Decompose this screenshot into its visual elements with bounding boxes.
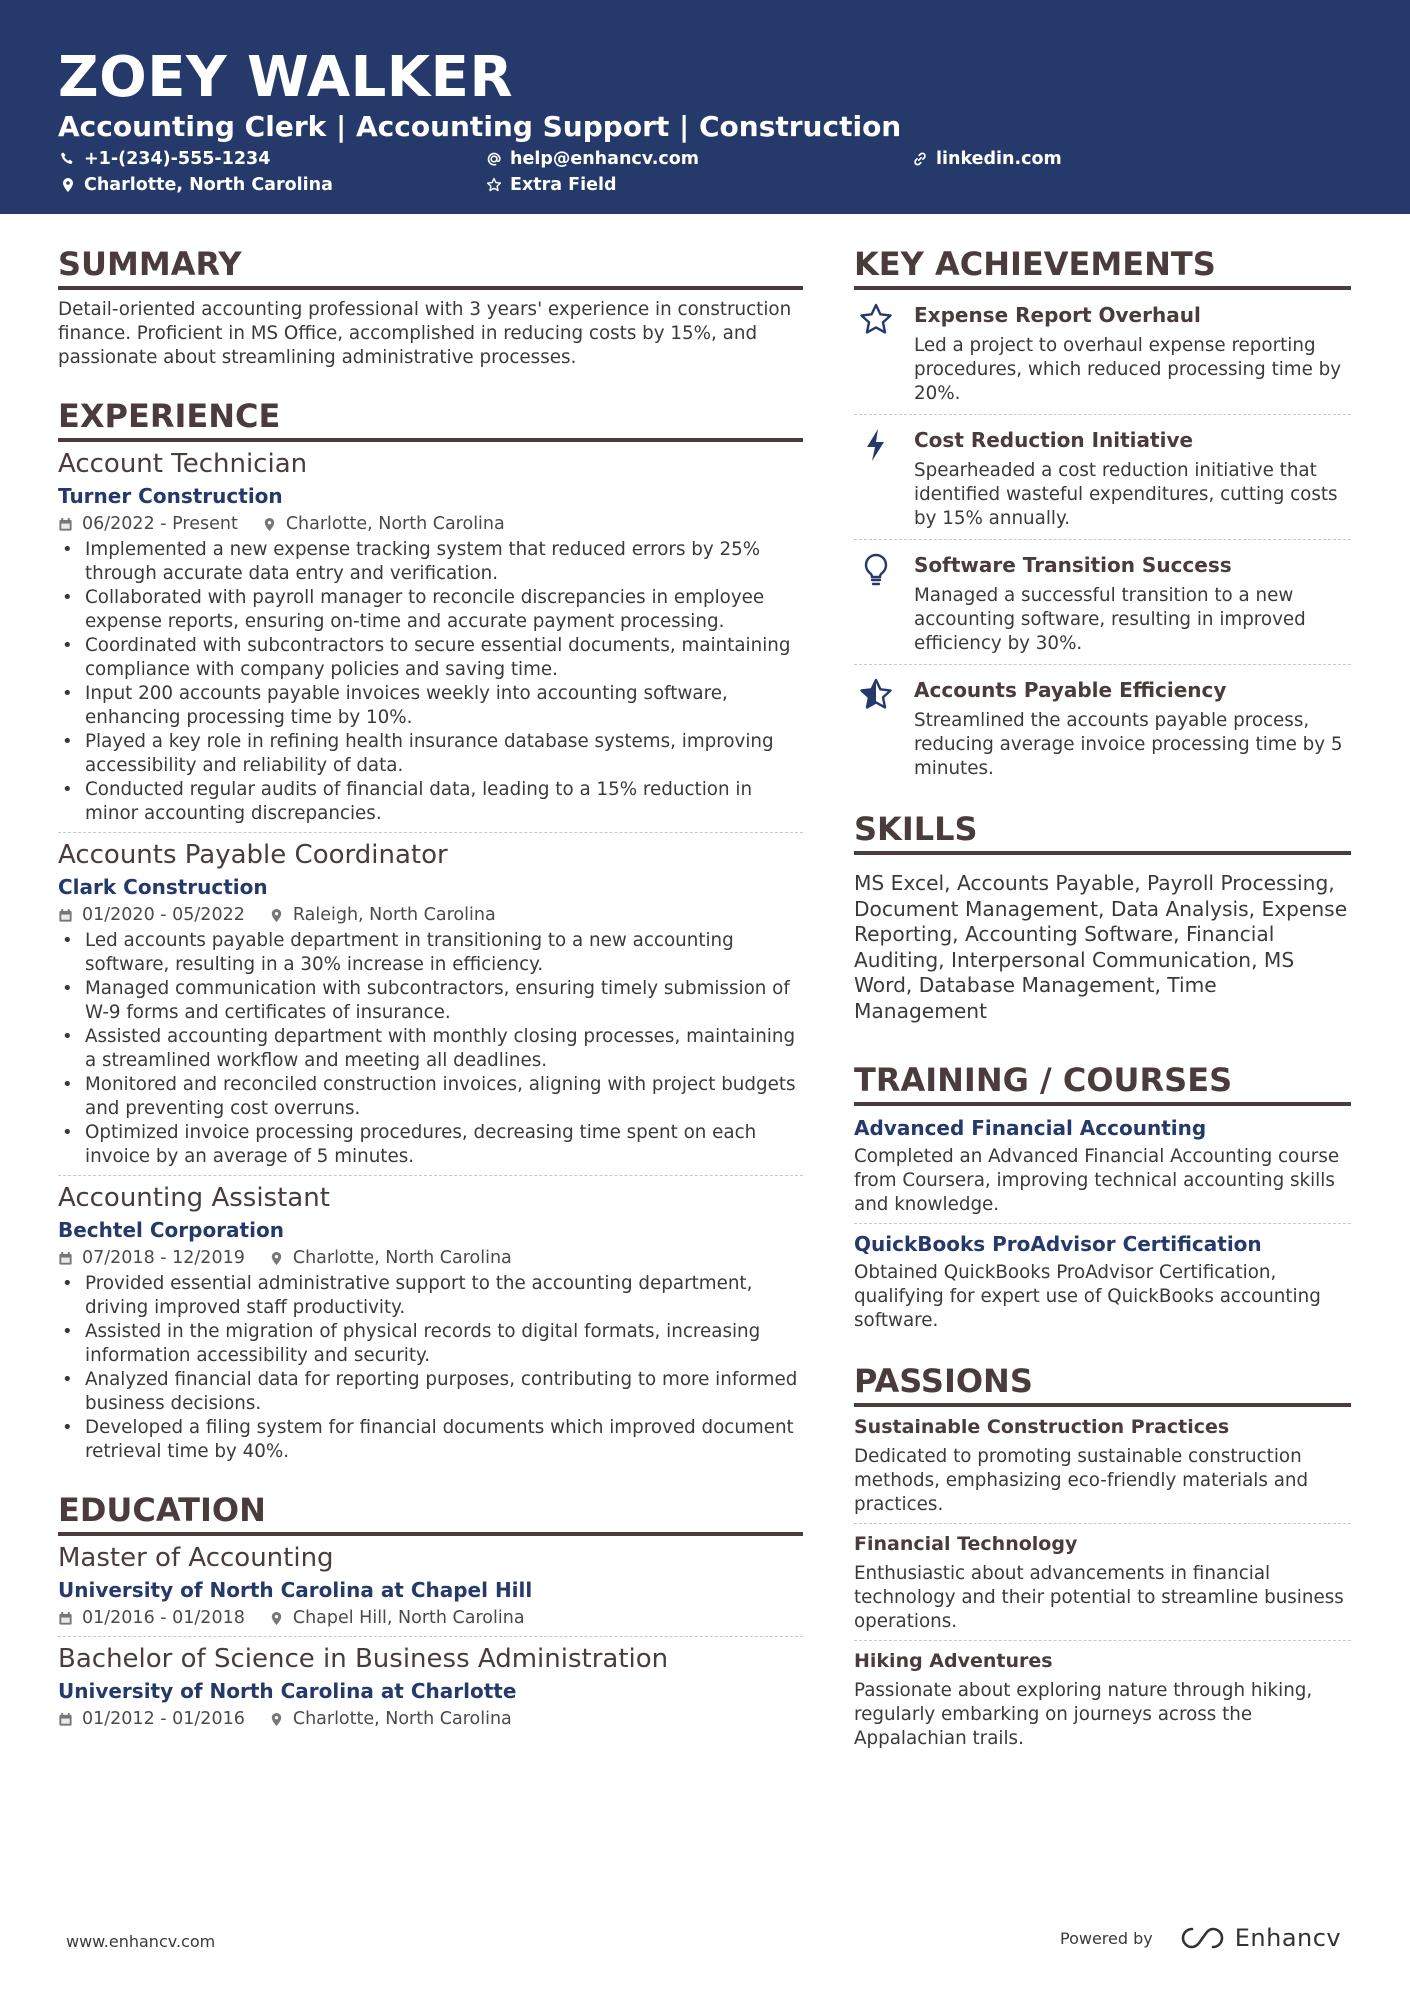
achievement-item (854, 290, 1351, 414)
candidate-headline: Accounting Clerk | Accounting Support | Construction (58, 110, 902, 143)
achievement-title: Accounts Payable Efficiency (914, 678, 1227, 702)
location-pin-icon (60, 177, 76, 193)
calendar-icon (58, 1712, 73, 1727)
achievement-title: Software Transition Success (914, 553, 1232, 577)
job-bullet: • Conducted regular audits of financial data, leading to a 15% reduction in minor accounting discrepancies. (58, 778, 803, 826)
skills-text: MS Excel, Accounts Payable, Payroll Processing, Document Management, Data Analysis, Expense Reporting, Accounting Software, Financial Auditing, Interpersonal Communication, MS Word, Database Management, Time Management (854, 871, 1348, 1023)
passion-desc: Dedicated to promoting sustainable construction methods, emphasizing eco-friendly materials and practices. (854, 1446, 1309, 1515)
star-half-icon (858, 677, 894, 713)
achievements-section (854, 244, 1351, 781)
passions-title: PASSIONS (854, 1361, 1351, 1407)
passion-item (854, 1523, 1351, 1640)
achievement-desc: Streamlined the accounts payable process, reducing average invoice processing time by 5 minutes. (914, 710, 1343, 779)
linkedin-text: linkedin.com (936, 149, 1062, 169)
job-bullet: • Played a key role in refining health insurance database systems, improving accessibility and reliability of data. (58, 730, 803, 778)
location-pin-icon (269, 908, 284, 923)
passion-title: Financial Technology (854, 1533, 1078, 1555)
job-bullet: • Input 200 accounts payable invoices weekly into accounting software, enhancing processing time by 10%. (58, 682, 803, 730)
job-meta (58, 1246, 803, 1270)
training-title: TRAINING / COURSES (854, 1060, 1351, 1106)
job-meta (58, 512, 803, 536)
contact-linkedin[interactable] (912, 147, 1062, 171)
job-title: Accounting Assistant (58, 1183, 330, 1213)
footer-website-link[interactable]: www.enhancv.com (66, 1932, 216, 1951)
phone-text: +1-(234)-555-1234 (84, 149, 271, 169)
summary-title: SUMMARY (58, 244, 803, 290)
job-bullet: • Analyzed financial data for reporting purposes, contributing to more informed business decisions. (58, 1368, 803, 1416)
company-name: Clark Construction (58, 875, 268, 899)
job-bullet: • Implemented a new expense tracking system that reduced errors by 25% through accurate data entry and verification. (58, 538, 803, 586)
resume-header (0, 0, 1410, 214)
school-name: University of North Carolina at Chapel Hill (58, 1578, 533, 1602)
job-dates: 07/2018 - 12/2019 (82, 1248, 245, 1268)
education-section (58, 1490, 803, 1731)
job-location: Charlotte, North Carolina (292, 1248, 512, 1268)
email-text: help@enhancv.com (510, 149, 700, 169)
left-column (58, 244, 803, 1731)
achievement-item (854, 664, 1351, 781)
job-bullet: • Monitored and reconciled construction invoices, aligning with project budgets and preventing cost overruns. (58, 1073, 803, 1121)
education-entry (58, 1636, 803, 1731)
brand-logo[interactable] (1179, 1924, 1341, 1952)
training-section (854, 1060, 1351, 1333)
achievements-title: KEY ACHIEVEMENTS (854, 244, 1351, 290)
education-location: Charlotte, North Carolina (292, 1709, 512, 1729)
company-name: Bechtel Corporation (58, 1218, 284, 1242)
course-item (854, 1223, 1351, 1333)
company-name: Turner Construction (58, 484, 283, 508)
brand-name: Enhancv (1234, 1924, 1342, 1952)
passion-item (854, 1640, 1351, 1751)
job-meta (58, 903, 803, 927)
lightning-icon (858, 427, 894, 463)
education-entry (58, 1536, 803, 1636)
passion-item (854, 1407, 1351, 1523)
passions-section (854, 1361, 1351, 1751)
passion-title: Hiking Adventures (854, 1650, 1053, 1672)
job-bullets (58, 1272, 803, 1464)
education-meta (58, 1707, 803, 1731)
calendar-icon (58, 1611, 73, 1626)
job-entry (58, 442, 803, 832)
course-desc: Completed an Advanced Financial Accounting course from Coursera, improving technical accounting skills and knowledge. (854, 1146, 1340, 1215)
summary-section (58, 244, 803, 370)
contact-location (60, 173, 333, 197)
achievement-item (854, 539, 1351, 664)
job-bullet: • Assisted accounting department with monthly closing processes, maintaining a streamlined workflow and meeting all deadlines. (58, 1025, 803, 1073)
course-title: Advanced Financial Accounting (854, 1116, 1207, 1140)
passion-title: Sustainable Construction Practices (854, 1416, 1230, 1438)
job-entry (58, 832, 803, 1175)
achievement-item (854, 414, 1351, 539)
star-icon (486, 177, 502, 193)
job-bullets (58, 538, 803, 826)
job-bullet: • Developed a filing system for financial documents which improved document retrieval time by 40%. (58, 1416, 803, 1464)
at-sign-icon (486, 151, 502, 167)
location-pin-icon (269, 1251, 284, 1266)
achievement-desc: Managed a successful transition to a new accounting software, resulting in improved efficiency by 30%. (914, 585, 1306, 654)
course-title: QuickBooks ProAdvisor Certification (854, 1232, 1262, 1256)
experience-title: EXPERIENCE (58, 396, 803, 442)
job-title: Account Technician (58, 449, 308, 479)
job-bullet: • Managed communication with subcontractors, ensuring timely submission of W-9 forms and certificates of insurance. (58, 977, 803, 1025)
passion-desc: Enthusiastic about advancements in financial technology and their potential to streamline business operations. (854, 1563, 1344, 1632)
footer-branding (1060, 1924, 1341, 1952)
calendar-icon (58, 908, 73, 923)
achievement-desc: Led a project to overhaul expense reporting procedures, which reduced processing time by 20%. (914, 335, 1342, 404)
job-dates: 06/2022 - Present (82, 514, 238, 534)
job-title: Accounts Payable Coordinator (58, 840, 448, 870)
lightbulb-icon (858, 552, 894, 588)
job-bullet: • Collaborated with payroll manager to reconcile discrepancies in employee expense reports, ensuring on-time and accurate payment processing. (58, 586, 803, 634)
achievement-title: Cost Reduction Initiative (914, 428, 1194, 452)
right-column (854, 244, 1351, 1751)
job-dates: 01/2020 - 05/2022 (82, 905, 245, 925)
job-bullet: • Provided essential administrative support to the accounting department, driving improved staff productivity. (58, 1272, 803, 1320)
education-dates: 01/2012 - 01/2016 (82, 1709, 245, 1729)
experience-section (58, 396, 803, 1464)
course-item (854, 1106, 1351, 1223)
job-location: Raleigh, North Carolina (292, 905, 496, 925)
location-pin-icon (262, 517, 277, 532)
link-icon (912, 151, 928, 167)
degree-title: Master of Accounting (58, 1543, 334, 1573)
skills-section (854, 809, 1351, 1024)
education-location: Chapel Hill, North Carolina (292, 1608, 525, 1628)
degree-title: Bachelor of Science in Business Administration (58, 1644, 669, 1674)
extra-text: Extra Field (510, 175, 617, 195)
location-pin-icon (269, 1712, 284, 1727)
education-dates: 01/2016 - 01/2018 (82, 1608, 245, 1628)
star-outline-icon (858, 302, 894, 338)
summary-text: Detail-oriented accounting professional with 3 years' experience in construction finance. Proficient in MS Office, accomplished in reducing costs by 15%, and passionate about streamlining administrative processes. (58, 299, 792, 368)
contact-extra (486, 173, 617, 197)
achievement-title: Expense Report Overhaul (914, 303, 1201, 327)
education-meta (58, 1606, 803, 1630)
job-entry (58, 1175, 803, 1464)
job-bullet: • Led accounts payable department in transitioning to a new accounting software, resulting in a 30% increase in efficiency. (58, 929, 803, 977)
calendar-icon (58, 517, 73, 532)
powered-by-text: Powered by (1060, 1928, 1153, 1948)
location-pin-icon (269, 1611, 284, 1626)
achievement-desc: Spearheaded a cost reduction initiative that identified wasteful expenditures, cutting costs by 15% annually. (914, 460, 1338, 529)
job-bullet: • Assisted in the migration of physical records to digital formats, increasing information accessibility and security. (58, 1320, 803, 1368)
calendar-icon (58, 1251, 73, 1266)
job-location: Charlotte, North Carolina (285, 514, 505, 534)
candidate-name: ZOEY WALKER (58, 45, 514, 110)
skills-title: SKILLS (854, 809, 1351, 855)
phone-icon (60, 151, 76, 167)
enhancv-logo-icon (1179, 1925, 1225, 1951)
school-name: University of North Carolina at Charlotte (58, 1679, 517, 1703)
location-text: Charlotte, North Carolina (84, 175, 333, 195)
contact-email[interactable] (486, 147, 699, 171)
job-bullets (58, 929, 803, 1169)
job-bullet: • Optimized invoice processing procedures, decreasing time spent on each invoice by an average of 5 minutes. (58, 1121, 803, 1169)
contact-phone (60, 147, 270, 171)
education-title: EDUCATION (58, 1490, 803, 1536)
job-bullet: • Coordinated with subcontractors to secure essential documents, maintaining compliance with company policies and saving time. (58, 634, 803, 682)
course-desc: Obtained QuickBooks ProAdvisor Certification, qualifying for expert use of QuickBooks accounting software. (854, 1262, 1321, 1331)
passion-desc: Passionate about exploring nature through hiking, regularly embarking on journeys across the Appalachian trails. (854, 1680, 1313, 1749)
